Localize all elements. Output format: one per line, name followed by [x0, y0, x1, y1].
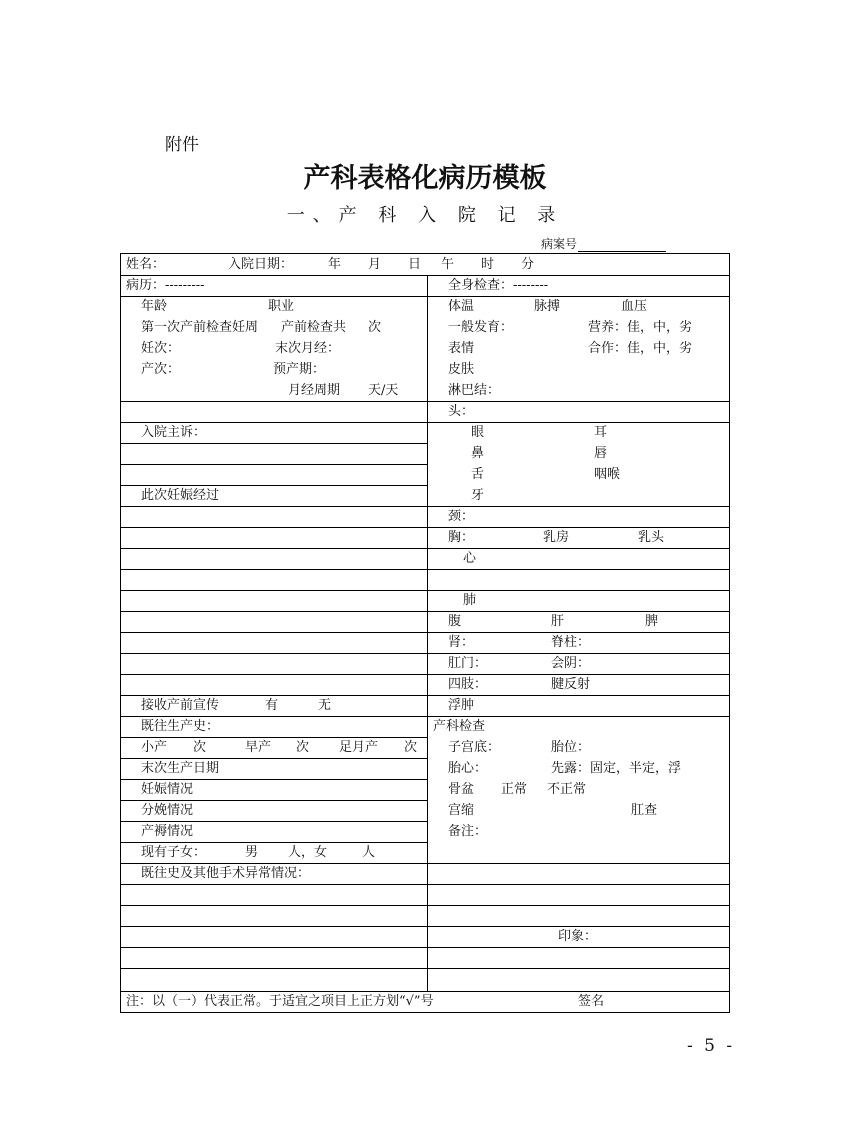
education-no-option[interactable]: 无 [318, 698, 332, 713]
case-number-label: 病案号 [541, 237, 578, 251]
preterm-field[interactable]: 早产 [245, 740, 272, 755]
row-divider [121, 674, 729, 675]
tongue-field[interactable]: 舌 [471, 467, 485, 482]
row-divider [121, 401, 729, 402]
case-number-field[interactable] [541, 235, 666, 252]
preterm-times-label: 次 [296, 740, 310, 755]
first-exam-field[interactable]: 第一次产前检查妊周 [141, 320, 259, 335]
nipple-field[interactable]: 乳头 [638, 530, 665, 545]
row-divider [121, 569, 729, 570]
blood-pressure-field[interactable]: 血压 [621, 299, 648, 314]
footer-note: 注：以（一）代表正常。于适宜之项目上正方划“√”号 [126, 994, 434, 1009]
row-divider [121, 884, 729, 885]
month-label: 月 [368, 257, 382, 272]
attachment-label: 附件 [165, 135, 199, 155]
temperature-field[interactable]: 体温 [448, 299, 475, 314]
rectal-exam-field[interactable]: 肛查 [631, 803, 658, 818]
abdomen-field[interactable]: 腹 [448, 614, 462, 629]
liver-field[interactable]: 肝 [551, 614, 565, 629]
pelvis-normal-option[interactable]: 正常 [501, 782, 528, 797]
parity-field[interactable]: 产次： [141, 362, 181, 377]
year-label: 年 [328, 257, 342, 272]
delivery-status-field[interactable]: 分娩情况 [141, 803, 194, 818]
teeth-field[interactable]: 牙 [471, 488, 485, 503]
chest-field[interactable]: 胸： [448, 530, 475, 545]
fullterm-field[interactable]: 足月产 [339, 740, 379, 755]
edc-field[interactable]: 预产期： [273, 362, 326, 377]
fundus-field[interactable]: 子宫底： [448, 740, 501, 755]
preg-status-field[interactable]: 妊娠情况 [141, 782, 194, 797]
ob-exam-label: 产科检查 [433, 719, 486, 734]
row-divider [121, 926, 729, 927]
exam-times-label: 次 [368, 320, 382, 335]
edema-field[interactable]: 浮肿 [448, 698, 475, 713]
nutrition-field[interactable]: 营养：佳，中，劣 [588, 320, 693, 335]
female-label: 人，女 [288, 845, 328, 860]
nose-field[interactable]: 鼻 [471, 446, 485, 461]
row-divider [121, 968, 729, 969]
cycle-unit-label: 天/天 [368, 383, 399, 398]
development-field[interactable]: 一般发育： [448, 320, 514, 335]
pelvis-field[interactable]: 骨盆 [448, 782, 475, 797]
lip-field[interactable]: 唇 [594, 446, 608, 461]
contraction-field[interactable]: 宫缩 [448, 803, 475, 818]
name-field[interactable]: 姓名： [126, 257, 166, 272]
row-divider [121, 947, 729, 948]
abortion-times-label: 次 [193, 740, 207, 755]
lmp-field[interactable]: 末次月经： [275, 341, 341, 356]
past-history-field[interactable]: 既往史及其他手术异常情况： [141, 866, 311, 881]
row-divider [121, 590, 729, 591]
male-label: 男 [245, 845, 259, 860]
age-field[interactable]: 年龄 [141, 299, 168, 314]
row-divider [121, 548, 729, 549]
document-subtitle: 一、产 科 入 院 记 录 [286, 205, 564, 226]
spine-field[interactable]: 脊柱： [551, 635, 591, 650]
row-divider [121, 653, 729, 654]
row-divider [121, 422, 729, 423]
cooperation-field[interactable]: 合作：佳，中，劣 [588, 341, 693, 356]
remark-field[interactable]: 备注： [448, 824, 488, 839]
gravida-field[interactable]: 妊次： [141, 341, 181, 356]
neck-field[interactable]: 颈： [448, 509, 475, 524]
page-number: - 5 - [687, 1036, 736, 1056]
lymph-field[interactable]: 淋巴结： [448, 383, 501, 398]
hour-label: 时 [481, 257, 495, 272]
fetal-position-field[interactable]: 胎位： [551, 740, 591, 755]
history-label: 病历：--------- [126, 278, 205, 293]
admit-date-field[interactable]: 入院日期： [228, 257, 294, 272]
presentation-field[interactable]: 先露：固定，半定，浮 [551, 761, 682, 776]
anus-field[interactable]: 肛门： [448, 656, 488, 671]
case-number-blank[interactable] [578, 239, 666, 252]
row-divider [121, 275, 729, 276]
fullterm-times-label: 次 [404, 740, 418, 755]
lung-field[interactable]: 肺 [463, 593, 477, 608]
prior-birth-label: 既往生产史： [141, 719, 220, 734]
row-divider [121, 464, 427, 465]
row-divider [121, 905, 729, 906]
puerperium-field[interactable]: 产褥情况 [141, 824, 194, 839]
document-title: 产科表格化病历模板 [303, 163, 547, 194]
fetal-heart-field[interactable]: 胎心： [448, 761, 488, 776]
column-divider [427, 275, 428, 991]
expression-field[interactable]: 表情 [448, 341, 475, 356]
general-exam-label: 全身检查：-------- [448, 278, 549, 293]
head-field[interactable]: 头： [448, 404, 475, 419]
person-label: 人 [362, 845, 376, 860]
day-label: 日 [408, 257, 422, 272]
exam-total-field[interactable]: 产前检查共 [281, 320, 347, 335]
perineum-field[interactable]: 会阴： [551, 656, 591, 671]
spleen-field[interactable]: 脾 [645, 614, 659, 629]
breast-field[interactable]: 乳房 [543, 530, 570, 545]
signature-field[interactable]: 签名 [578, 994, 605, 1009]
impression-field[interactable]: 印象： [558, 929, 598, 944]
pulse-field[interactable]: 脉搏 [534, 299, 561, 314]
job-field[interactable]: 职业 [268, 299, 295, 314]
heart-field[interactable]: 心 [463, 551, 477, 566]
admission-record-form [120, 253, 730, 1013]
pregnancy-course-field[interactable]: 此次妊娠经过 [141, 488, 220, 503]
row-divider [121, 611, 729, 612]
pelvis-abnormal-option[interactable]: 不正常 [547, 782, 587, 797]
row-divider [121, 506, 729, 507]
row-divider [121, 632, 729, 633]
ampm-label: 午 [441, 257, 455, 272]
abortion-field[interactable]: 小产 [141, 740, 168, 755]
education-field[interactable]: 接收产前宣传 [141, 698, 220, 713]
children-field[interactable]: 现有子女： [141, 845, 207, 860]
kidney-field[interactable]: 肾： [448, 635, 475, 650]
education-yes-option[interactable]: 有 [265, 698, 279, 713]
ear-field[interactable]: 耳 [594, 425, 608, 440]
limbs-field[interactable]: 四肢： [448, 677, 488, 692]
skin-field[interactable]: 皮肤 [448, 362, 475, 377]
reflex-field[interactable]: 腱反射 [551, 677, 591, 692]
throat-field[interactable]: 咽喉 [594, 467, 621, 482]
complaint-field[interactable]: 入院主诉： [141, 425, 207, 440]
row-divider [121, 443, 427, 444]
cycle-field[interactable]: 月经周期 [288, 383, 341, 398]
eye-field[interactable]: 眼 [471, 425, 485, 440]
minute-label: 分 [521, 257, 535, 272]
last-birth-field[interactable]: 末次生产日期 [141, 761, 220, 776]
